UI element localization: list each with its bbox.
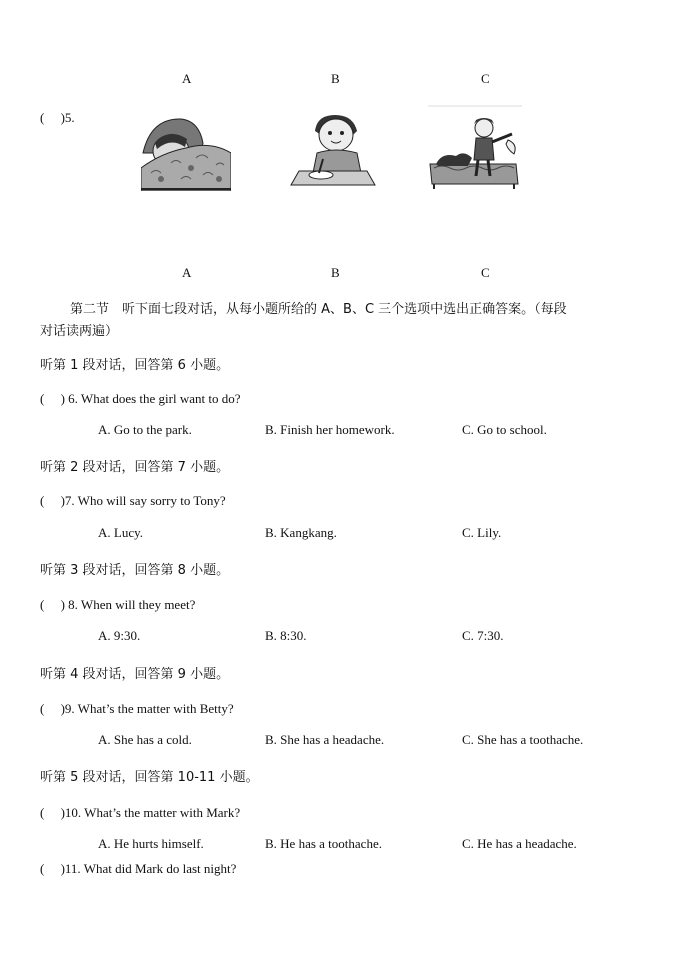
option-c: C. 7:30.	[462, 628, 504, 643]
top-label-c: C	[481, 71, 490, 86]
top-label-a: A	[182, 71, 192, 86]
option-b: B. Kangkang.	[265, 525, 337, 540]
question-stem: ( )10. What’s the matter with Mark?	[40, 805, 241, 820]
option-a: A. 9:30.	[98, 628, 141, 643]
dialogue-heading: 听第 4 段对话，回答第 9 小题。	[40, 667, 230, 682]
option-a: A. Lucy.	[98, 525, 144, 540]
section-instructions-line1: 第二节 听下面七段对话，从每小题所给的 A、B、C 三个选项中选出正确答案。（每段	[70, 302, 567, 317]
bottom-label-a: A	[182, 265, 192, 280]
option-a: A. She has a cold.	[98, 732, 192, 747]
dialogue-heading: 听第 1 段对话，回答第 6 小题。	[40, 358, 230, 373]
option-a: A. Go to the park.	[98, 422, 192, 437]
question-stem: ( ) 8. When will they meet?	[40, 597, 196, 612]
option-b: B. Finish her homework.	[265, 422, 395, 437]
option-b: B. 8:30.	[265, 628, 307, 643]
option-c: C. Lily.	[462, 525, 502, 540]
bottom-label-b: B	[331, 265, 340, 280]
top-label-b: B	[331, 71, 340, 86]
option-b: B. He has a toothache.	[265, 836, 382, 851]
question-stem: ( ) 6. What does the girl want to do?	[40, 391, 241, 406]
bottom-label-c: C	[481, 265, 490, 280]
option-c: C. She has a toothache.	[462, 732, 584, 747]
question-5-number: ( )5.	[40, 110, 75, 125]
boy-eating-image	[287, 113, 379, 189]
dialogue-heading: 听第 3 段对话，回答第 8 小题。	[40, 563, 230, 578]
question-stem: ( )7. Who will say sorry to Tony?	[40, 493, 226, 508]
sleeping-in-bed-image	[141, 113, 231, 191]
option-b: B. She has a headache.	[265, 732, 385, 747]
dialogue-heading: 听第 5 段对话，回答第 10-11 小题。	[40, 770, 259, 785]
option-a: A. He hurts himself.	[98, 836, 204, 851]
boy-on-bed-image	[428, 104, 522, 190]
option-c: C. He has a headache.	[462, 836, 577, 851]
section-instructions-line2: 对话读两遍）	[40, 324, 119, 339]
dialogue-heading: 听第 2 段对话，回答第 7 小题。	[40, 460, 230, 475]
option-c: C. Go to school.	[462, 422, 547, 437]
question-stem: ( )9. What’s the matter with Betty?	[40, 701, 234, 716]
question-stem: ( )11. What did Mark do last night?	[40, 861, 237, 876]
